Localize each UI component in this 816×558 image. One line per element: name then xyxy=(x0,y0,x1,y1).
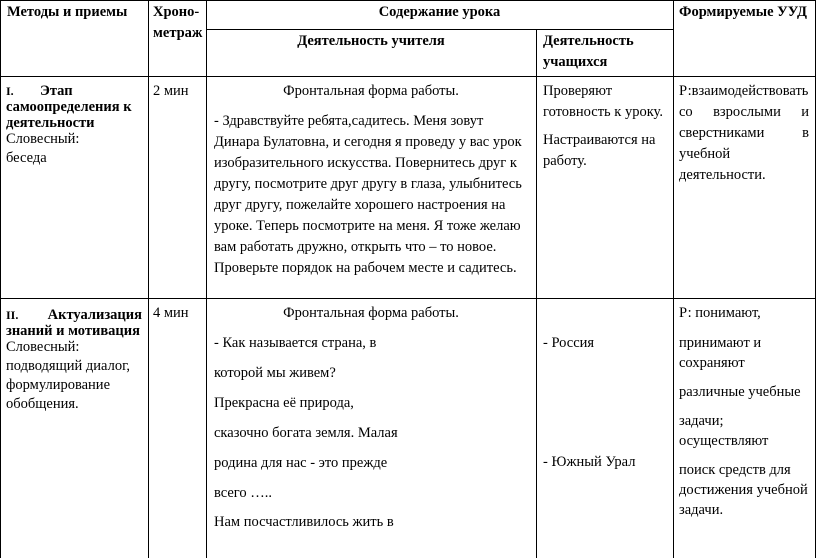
stage2-form: Фронтальная форма работы. xyxy=(283,305,459,321)
stage1-word-etap: Этап xyxy=(40,83,73,99)
stage1-uud-line3: учебной xyxy=(679,146,731,162)
stage1-teacher-line: другу, посмотрите друг другу в глаза, улыбнитесь xyxy=(214,176,522,192)
stage2-answer-2: - Южный Урал xyxy=(543,454,636,470)
stage1-teacher-line: вам работать дружно, открыть что – то новое. xyxy=(214,239,497,255)
stage1-students-line: Проверяют xyxy=(543,83,613,99)
stage1-teacher-line: - Здравствуйте ребята,садитесь. Меня зовут xyxy=(214,113,484,129)
stage1-teacher-line: изобразительного искусства. Повернитесь друг к xyxy=(214,155,517,171)
stage2-uud-line: достижения учебной xyxy=(679,482,808,498)
stage2-teacher-line: которой мы живем? xyxy=(214,365,336,381)
stage2-word-title: Актуализация xyxy=(47,307,142,323)
header-content: Содержание урока xyxy=(378,4,501,20)
col-divider-3 xyxy=(536,29,537,558)
col-divider-4 xyxy=(673,0,674,558)
header-teacher: Деятельность учителя xyxy=(297,33,445,49)
stage2-uud-line: сохраняют xyxy=(679,355,745,371)
stage1-uud-word: сверстниками xyxy=(679,125,765,141)
stage1-uud-line2 xyxy=(679,102,809,123)
stage1-uud-word: и xyxy=(801,104,809,120)
stage2-method-line: подводящий диалог, xyxy=(6,358,131,374)
header-timing-line1: Хроно- xyxy=(153,4,200,20)
stage1-title-line3: деятельности xyxy=(6,115,95,131)
stage2-uud-line: поиск средств для xyxy=(679,462,791,478)
header-students-line1: Деятельность xyxy=(543,33,634,49)
table-border-top xyxy=(0,0,816,1)
stage1-uud-line2b xyxy=(679,123,809,144)
stage1-teacher-line: друг другу, пожелайте хорошего настроения на xyxy=(214,197,506,213)
table-subheader-line xyxy=(206,29,673,30)
header-uud: Формируемые УУД xyxy=(679,4,807,20)
stage1-uud-word: в xyxy=(802,125,809,141)
stage2-uud-line: задачи; xyxy=(679,413,724,429)
stage2-uud-line: принимают и xyxy=(679,335,762,351)
stage2-teacher-line: родина для нас - это прежде xyxy=(214,455,388,471)
stage2-teacher-line: Прекрасна её природа, xyxy=(214,395,354,411)
stage1-uud-word: взрослыми xyxy=(713,104,781,120)
stage2-answer-1: - Россия xyxy=(543,335,595,351)
stage2-time: 4 мин xyxy=(153,305,189,321)
stage1-students-line: Настраиваются на xyxy=(543,132,656,148)
stage1-students-line: готовность к уроку. xyxy=(543,104,663,120)
stage1-teacher-line: уроке. Теперь посмотрите на меня. Я тоже желаю xyxy=(214,218,521,234)
stage2-uud-line: осуществляют xyxy=(679,433,769,449)
table-border-left xyxy=(0,0,1,558)
header-methods: Методы и приемы xyxy=(7,4,128,20)
stage1-uud-line1: Р:взаимодействовать xyxy=(679,83,809,99)
stage2-uud-line: различные учебные xyxy=(679,384,801,400)
stage2-teacher-line: - Как называется страна, в xyxy=(214,335,377,351)
stage2-title-line2: знаний и мотивация xyxy=(6,323,140,339)
table-header-bottom xyxy=(0,76,816,77)
stage2-teacher-line: всего ….. xyxy=(214,485,273,501)
stage1-teacher-line: Динара Булатовна, и сегодня я проведу у вас урок xyxy=(214,134,522,150)
stage1-roman: I. xyxy=(6,84,14,98)
stage2-uud-line: задачи. xyxy=(679,502,724,518)
table-row-divider xyxy=(0,298,816,299)
stage2-method-line: обобщения. xyxy=(6,396,79,412)
stage1-method-line1: Словесный: xyxy=(6,131,80,147)
stage1-uud-line4: деятельности. xyxy=(679,167,766,183)
stage1-students-line: работу. xyxy=(543,153,587,169)
stage2-roman: II. xyxy=(6,308,19,322)
stage1-teacher-line: Проверьте порядок на рабочем месте и садитесь. xyxy=(214,260,517,276)
stage2-method-line: Словесный: xyxy=(6,339,80,355)
stage1-title-line2: самоопределения к xyxy=(6,99,132,115)
col-divider-1 xyxy=(148,0,149,558)
stage1-uud-word: со xyxy=(679,104,693,120)
stage1-method-line2: беседа xyxy=(6,150,47,166)
stage1-form: Фронтальная форма работы. xyxy=(283,83,459,99)
stage2-method-line: формулирование xyxy=(6,377,111,393)
stage2-teacher-line: сказочно богата земля. Малая xyxy=(214,425,398,441)
stage2-uud-line: Р: понимают, xyxy=(679,305,761,321)
header-students-line2: учащихся xyxy=(543,54,608,70)
stage2-teacher-line: Нам посчастливилось жить в xyxy=(214,514,394,530)
stage1-time: 2 мин xyxy=(153,83,189,99)
header-timing-line2: метраж xyxy=(153,25,203,41)
